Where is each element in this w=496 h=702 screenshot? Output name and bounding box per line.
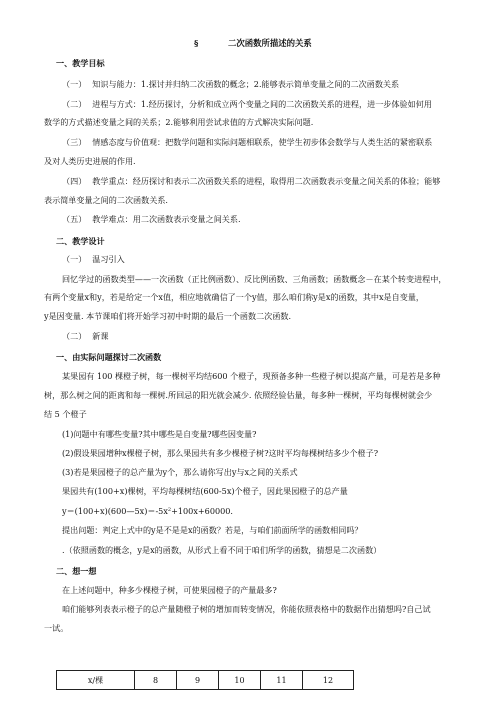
design-step-1-label: （一） bbox=[62, 254, 87, 264]
objective-5-label: （五） bbox=[62, 214, 87, 224]
problem-line-1: 某果园有 100 棵橙子树，每一棵树平均结600 个橙子，现预备多种一些橙子树以提高产量，可是若是多种 bbox=[62, 371, 441, 381]
design-step-2 bbox=[62, 331, 109, 341]
equation-exponent: 2 bbox=[167, 507, 172, 513]
objective-2-text: 进程与方式：1.经历探讨，分析和成立两个变量之间的二次函数关系的进程，进一步体验如何用 bbox=[92, 99, 432, 109]
table-cell: 8 bbox=[135, 671, 177, 690]
table-header-cell: x/棵 bbox=[57, 671, 135, 690]
equation bbox=[62, 506, 233, 516]
objective-3 bbox=[62, 137, 432, 147]
section-heading-explore: 一、由实际问题探讨二次函数 bbox=[56, 352, 162, 362]
objective-2-label: （二） bbox=[62, 99, 87, 109]
objective-3-label: （三） bbox=[62, 137, 87, 147]
objective-2-cont: 数学的方式描述变量之间的关系；2.能够利用尝试求值的方式解决实际问题. bbox=[44, 117, 314, 127]
problem-line-2: 树，那么树之间的距离和每一棵树.所回忌的阳光就会减少. 依照经验估量，每多种一棵树，平均每棵树就会少 bbox=[44, 390, 433, 400]
review-paragraph-line-1: 回忆学过的函数类型——一次函数（正比例函数）、反比例函数、三角函数；函数概念－在某个转变进程中， bbox=[62, 274, 447, 284]
table-cell: 11 bbox=[261, 671, 303, 690]
data-table bbox=[56, 670, 354, 690]
equation-right: +100x+60000. bbox=[171, 506, 233, 516]
objective-1 bbox=[62, 79, 399, 89]
think-line-3: 一试。 bbox=[44, 623, 69, 633]
objective-4 bbox=[62, 176, 440, 186]
objective-4-label: （四） bbox=[62, 176, 87, 186]
design-step-1 bbox=[62, 254, 125, 264]
table-row bbox=[57, 671, 354, 690]
table-cell: 10 bbox=[219, 671, 261, 690]
objective-3-text: 情感态度与价值观：把数学问题和实际问题相联系，使学生初步体会数学与人类生活的紧密联系 bbox=[92, 137, 433, 147]
section-heading-think: 二、想一想 bbox=[56, 566, 97, 576]
equation-left: y＝(100+x)(600—5x)＝-5x bbox=[62, 506, 168, 516]
title-text: 二次函数所描述的关系 bbox=[228, 38, 312, 48]
design-step-2-text: 新课 bbox=[92, 331, 109, 341]
page-title bbox=[194, 38, 312, 48]
objective-4-cont: 表示简单变量之间的二次函数关系. bbox=[44, 195, 168, 205]
objective-5-text: 教学难点：用二次函数表示变量之间关系. bbox=[92, 214, 241, 224]
question-3: (3)若是果园橙子的总产量为y个，那么请你写出y与x之间的关系式 bbox=[62, 467, 298, 477]
section-heading-design: 二、教学设计 bbox=[56, 236, 105, 246]
question-prompt: 提出问题：判定上式中的y是不是是x的函数？若是，与咱们前面所学的函数相同吗？ bbox=[62, 525, 363, 535]
section-symbol: § bbox=[194, 38, 199, 48]
objective-2 bbox=[62, 99, 432, 109]
answer-line: 果园共有(100+x)棵树，平均每棵树结(600-5x)个橙子，因此果园橙子的总产量 bbox=[62, 486, 348, 496]
guess-note: .（依照函数的概念，y是x的函数，从形式上看不同于咱们所学的函数，猜想是二次函数） bbox=[62, 545, 382, 555]
problem-line-3: 结 5 个橙子 bbox=[44, 409, 87, 419]
question-2: (2)假设果园增种x棵橙子树，那么果园共有多少棵橙子树?这时平均每棵树结多少个橙子? bbox=[62, 448, 379, 458]
objective-1-text: 知识与能力：1.探讨并归纳二次函数的概念；2.能够表示简单变量之间的二次函数关系 bbox=[92, 79, 400, 89]
review-paragraph-line-3: y是因变量. 本节课咱们将开始学习初中时期的最后一个函数二次函数. bbox=[44, 311, 292, 321]
design-step-1-text: 温习引入 bbox=[92, 254, 125, 264]
think-line-1: 在上述问题中，种多少棵橙子树，可使果园橙子的产量最多? bbox=[62, 585, 277, 595]
table-cell: 12 bbox=[303, 671, 354, 690]
question-1: (1)问题中有哪些变量?其中哪些是自变量?哪些因变量? bbox=[62, 429, 257, 439]
review-paragraph-line-2: 有两个变量x和y，若是给定一个x值，相应地就确信了一个y值，那么咱们称y是x的函数，其中x是自变量， bbox=[44, 292, 425, 302]
design-step-2-label: （二） bbox=[62, 331, 87, 341]
think-line-2: 咱们能够列表表示橙子的总产量随橙子树的增加而转变情况，你能依照表格中的数据作出猜想吗?自己试 bbox=[62, 604, 431, 614]
table-cell: 9 bbox=[177, 671, 219, 690]
objective-3-cont: 及对人类历史进展的作用. bbox=[44, 156, 136, 166]
objective-4-text: 教学重点：经历探讨和表示二次函数关系的进程，取得用二次函数表示变量之间关系的体验；能够 bbox=[92, 176, 441, 186]
objective-1-label: （一） bbox=[62, 79, 87, 89]
objective-5 bbox=[62, 214, 241, 224]
section-heading-objectives: 一、教学目标 bbox=[56, 58, 105, 68]
